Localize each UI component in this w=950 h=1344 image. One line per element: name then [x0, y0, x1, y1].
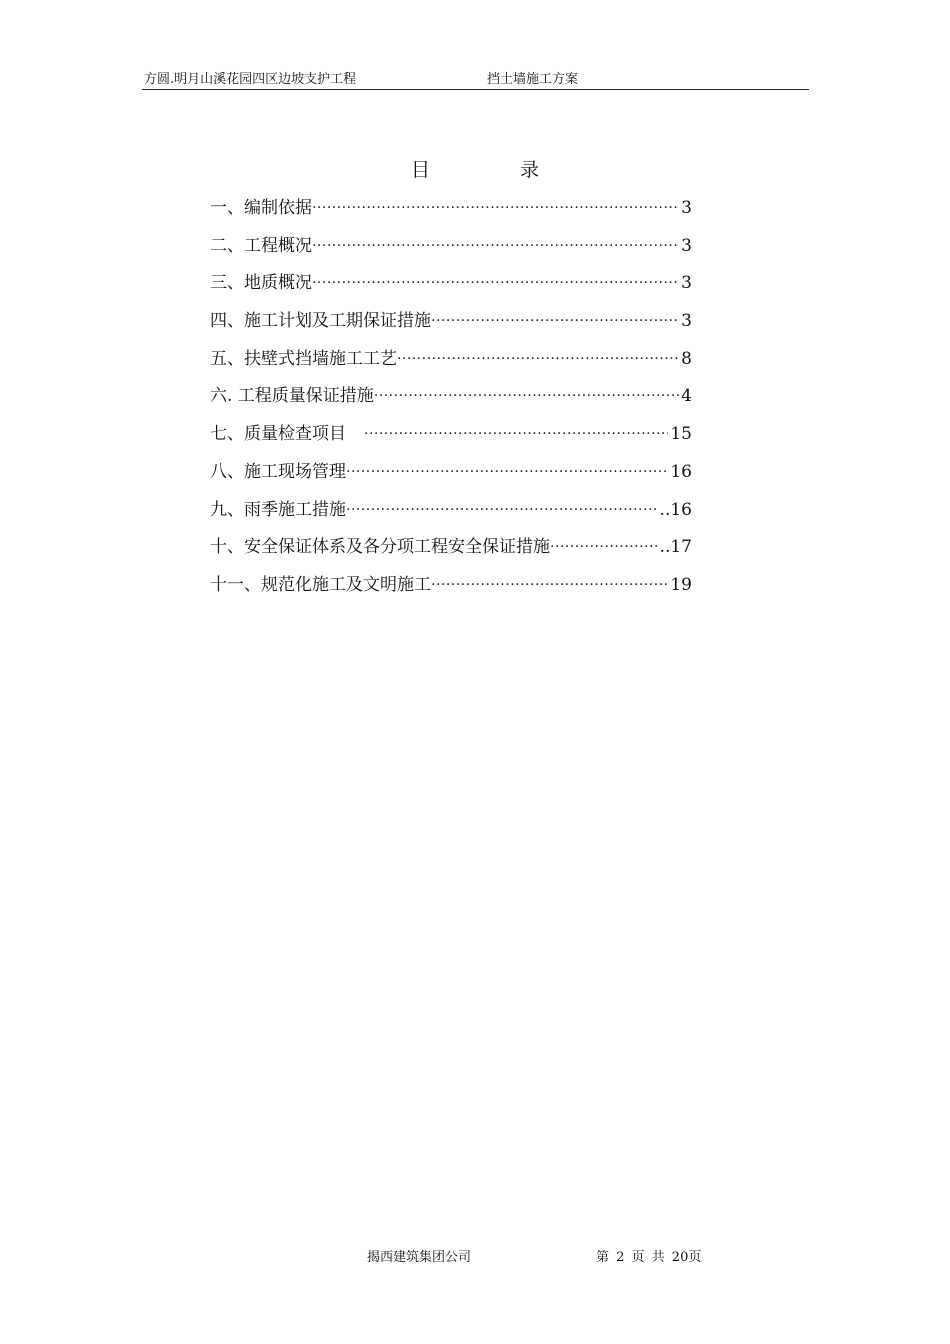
dot-leader [431, 573, 668, 597]
toc-entry-6[interactable] [210, 384, 692, 422]
toc-entry-label: 三、地质概况 [210, 273, 312, 294]
toc-entry-label: 八、施工现场管理 [210, 461, 346, 482]
footer-page-number: 第 2 页 共 20页 [596, 1250, 702, 1265]
dot-leader [374, 384, 679, 408]
dot-leader [346, 498, 658, 522]
toc-entry-5[interactable] [210, 347, 692, 385]
header-project-title: 方圆.明月山溪花园四区边坡支护工程 [144, 72, 357, 87]
toc-entry-11[interactable] [210, 573, 692, 611]
toc-title-left: 目 [410, 159, 430, 181]
toc-entry-label: 十、安全保证体系及各分项工程安全保证措施 [210, 537, 550, 558]
toc-title [0, 158, 950, 182]
toc-entry-9[interactable] [210, 498, 692, 536]
toc-entry-label: 四、施工计划及工期保证措施 [210, 311, 431, 332]
footer-company-name: 揭西建筑集团公司 [367, 1250, 472, 1265]
toc-title-right: 录 [520, 159, 540, 181]
toc-entry-page: 16 [670, 461, 692, 482]
dot-leader [346, 460, 668, 484]
toc-entry-page: ..17 [659, 537, 692, 558]
toc-entry-label: 五、扶壁式挡墙施工工艺 [210, 348, 397, 369]
toc-entry-7[interactable] [210, 422, 692, 460]
toc-entry-page: 3 [681, 273, 692, 294]
table-of-contents [210, 196, 692, 611]
toc-entry-label: 十一、规范化施工及文明施工 [210, 574, 431, 595]
toc-entry-page: 15 [670, 424, 692, 445]
toc-entry-page: 8 [681, 348, 692, 369]
dot-leader [312, 271, 679, 295]
toc-entry-label: 二、工程概况 [210, 235, 312, 256]
toc-entry-2[interactable] [210, 234, 692, 272]
dot-leader [550, 535, 658, 559]
toc-entry-4[interactable] [210, 309, 692, 347]
header-document-title: 挡土墙施工方案 [487, 72, 579, 87]
toc-entry-1[interactable] [210, 196, 692, 234]
dot-leader [364, 422, 668, 446]
toc-entry-label: 六. 工程质量保证措施 [210, 386, 374, 407]
dot-leader [312, 234, 679, 258]
dot-leader [397, 347, 679, 371]
toc-entry-page: 4 [681, 386, 692, 407]
toc-entry-page: 19 [670, 574, 692, 595]
toc-entry-page: 3 [681, 235, 692, 256]
toc-entry-10[interactable] [210, 535, 692, 573]
toc-entry-8[interactable] [210, 460, 692, 498]
toc-entry-page: 3 [681, 198, 692, 218]
toc-entry-label: 九、雨季施工措施 [210, 499, 346, 520]
dot-leader [431, 309, 679, 333]
toc-entry-label: 一、编制依据 [210, 198, 312, 218]
toc-entry-page: 3 [681, 311, 692, 332]
toc-entry-label: 七、质量检查项目 [210, 424, 346, 445]
dot-leader [312, 196, 679, 220]
toc-entry-page: ..16 [659, 499, 692, 520]
toc-entry-3[interactable] [210, 271, 692, 309]
page-header [142, 70, 809, 90]
